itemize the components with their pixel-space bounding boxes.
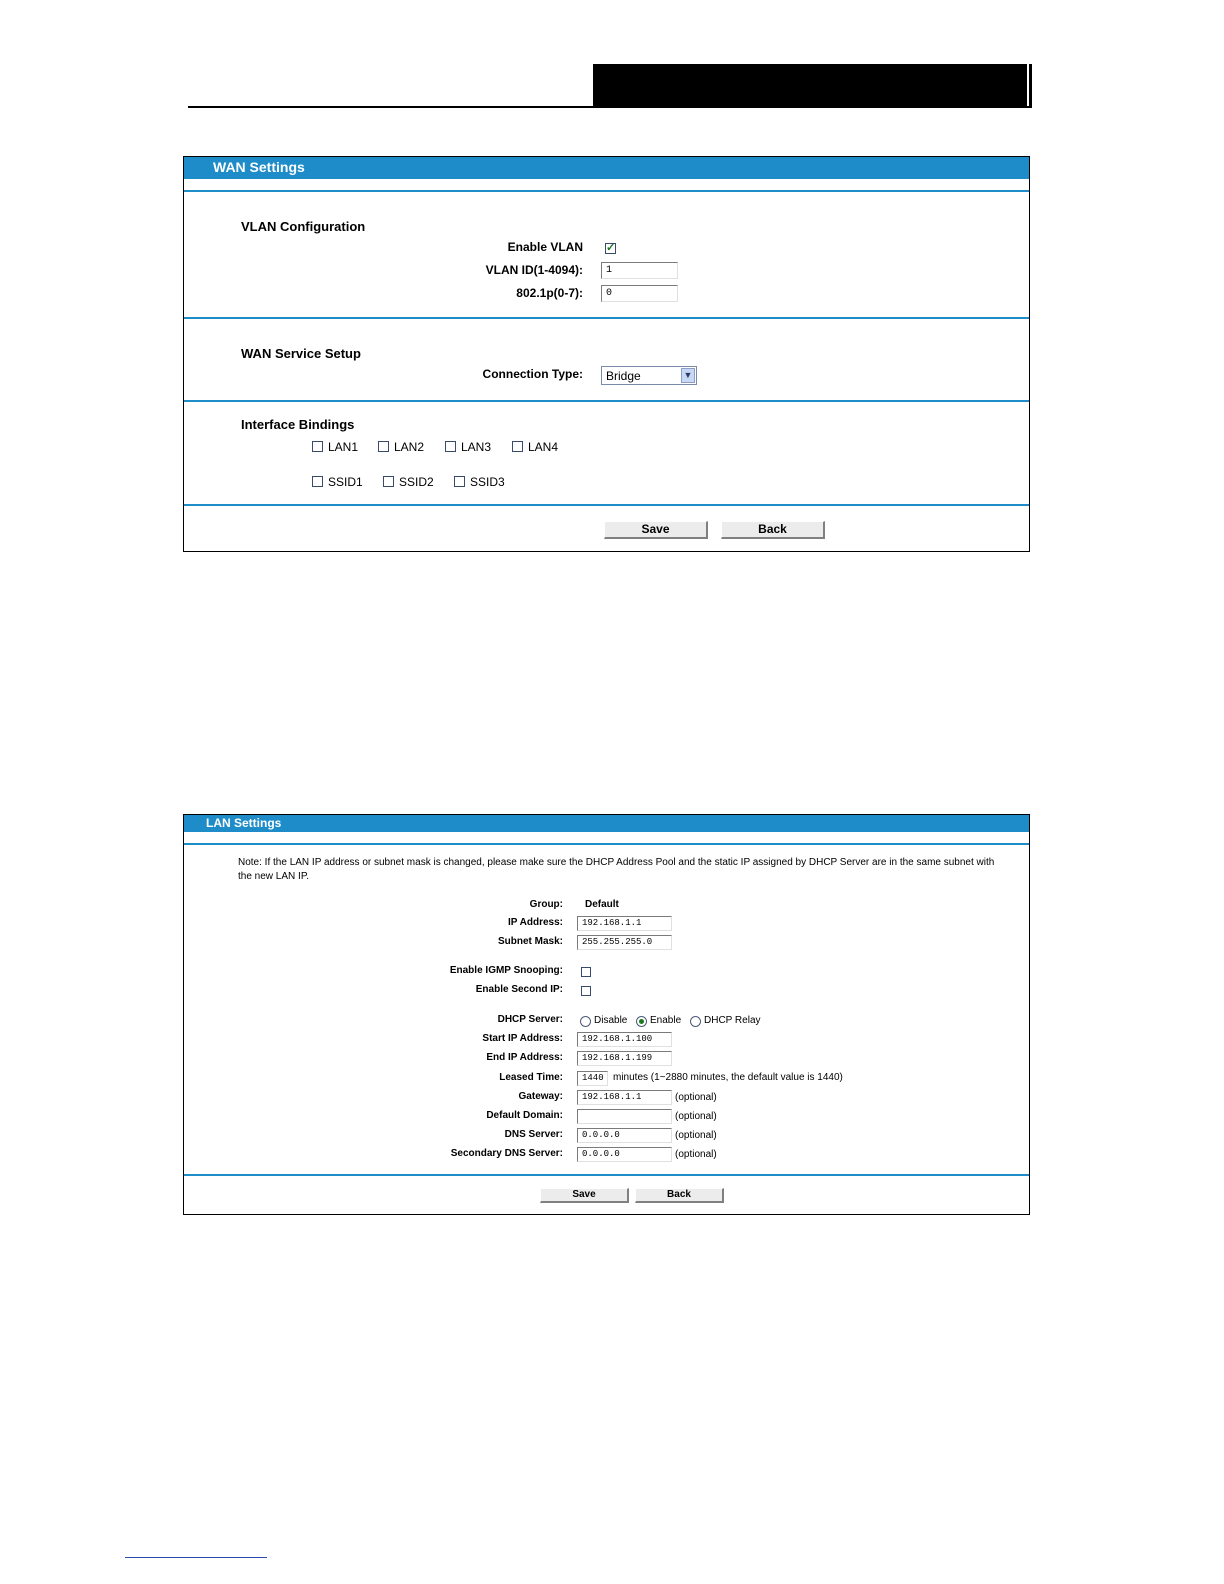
leased-time-input[interactable]: 1440 xyxy=(577,1071,608,1086)
chevron-down-icon[interactable]: ▼ xyxy=(681,368,695,383)
lan-note-line2: the new LAN IP. xyxy=(238,871,309,882)
priority-label: 802.1p(0-7): xyxy=(516,286,583,300)
lan4-checkbox[interactable] xyxy=(512,441,523,452)
lan-title-separator xyxy=(184,843,1029,845)
lan-settings-titlebar xyxy=(184,815,1029,832)
second-ip-label: Enable Second IP: xyxy=(475,984,563,995)
default-domain-label: Default Domain: xyxy=(486,1110,563,1121)
connection-type-value: Bridge xyxy=(606,369,641,383)
wan-settings-panel xyxy=(183,156,1030,552)
ssid3-label: SSID3 xyxy=(470,475,505,489)
ip-address-input[interactable]: 192.168.1.1 xyxy=(577,916,672,931)
vlan-config-heading: VLAN Configuration xyxy=(241,219,366,234)
lan-bottom-separator xyxy=(184,1174,1029,1176)
footer-link-rule xyxy=(125,1557,267,1558)
end-ip-label: End IP Address: xyxy=(486,1052,563,1063)
wan-settings-titlebar xyxy=(184,157,1029,179)
dhcp-server-label: DHCP Server: xyxy=(497,1014,563,1025)
dhcp-enable-label: Enable xyxy=(650,1015,682,1026)
lan2-checkbox[interactable] xyxy=(378,441,389,452)
lan1-label: LAN1 xyxy=(328,440,359,454)
lan-settings-title: LAN Settings xyxy=(206,816,282,830)
subnet-mask-input[interactable]: 255.255.255.0 xyxy=(577,935,672,950)
header-edge-bar xyxy=(1029,64,1032,107)
dhcp-relay-label: DHCP Relay xyxy=(704,1015,761,1026)
dhcp-enable-radio[interactable] xyxy=(636,1016,647,1027)
ip-address-label: IP Address: xyxy=(507,917,563,928)
lan3-label: LAN3 xyxy=(461,440,492,454)
wan-service-separator xyxy=(184,400,1029,402)
ssid1-checkbox[interactable] xyxy=(312,476,323,487)
lan1-checkbox[interactable] xyxy=(312,441,323,452)
secondary-dns-label: Secondary DNS Server: xyxy=(450,1148,563,1159)
enable-vlan-checkbox[interactable] xyxy=(605,243,616,254)
lan4-label: LAN4 xyxy=(528,440,559,454)
wan-title-separator xyxy=(184,190,1029,192)
interface-bindings-heading: Interface Bindings xyxy=(241,417,355,432)
domain-optional-hint: (optional) xyxy=(675,1111,717,1122)
default-domain-input[interactable] xyxy=(577,1109,672,1124)
lan-save-button[interactable]: Save xyxy=(540,1188,629,1203)
igmp-snooping-label: Enable IGMP Snooping: xyxy=(449,965,563,976)
ssid2-label: SSID2 xyxy=(399,475,434,489)
wan-service-heading: WAN Service Setup xyxy=(241,346,361,361)
group-label: Group: xyxy=(529,899,563,910)
leased-time-hint: minutes (1~2880 minutes, the default value is 1440) xyxy=(613,1072,843,1083)
dhcp-disable-radio[interactable] xyxy=(580,1016,591,1027)
subnet-mask-label: Subnet Mask: xyxy=(497,936,563,947)
gateway-input[interactable]: 192.168.1.1 xyxy=(577,1090,672,1105)
dns-server-input[interactable]: 0.0.0.0 xyxy=(577,1128,672,1143)
wan-vlan-separator xyxy=(184,317,1029,319)
lan2-label: LAN2 xyxy=(394,440,425,454)
gateway-label: Gateway: xyxy=(518,1091,563,1102)
vlan-id-input[interactable]: 1 xyxy=(601,262,678,279)
dhcp-relay-radio[interactable] xyxy=(690,1016,701,1027)
ssid3-checkbox[interactable] xyxy=(454,476,465,487)
lan3-checkbox[interactable] xyxy=(445,441,456,452)
start-ip-label: Start IP Address: xyxy=(482,1033,563,1044)
header-rule xyxy=(188,106,1032,108)
lan-note-line1: Note: If the LAN IP address or subnet mask is changed, please make sure the DHCP Address Pool and the static IP assigned by DHCP Server are in the same subnet with xyxy=(238,857,995,868)
wan-save-button[interactable]: Save xyxy=(604,521,708,539)
secondary-dns-input[interactable]: 0.0.0.0 xyxy=(577,1147,672,1162)
wan-settings-title: WAN Settings xyxy=(213,159,305,175)
ssid1-label: SSID1 xyxy=(328,475,363,489)
lan-settings-panel xyxy=(183,814,1030,1215)
dhcp-disable-label: Disable xyxy=(594,1015,628,1026)
vlan-id-label: VLAN ID(1-4094): xyxy=(485,263,583,277)
dns2-optional-hint: (optional) xyxy=(675,1149,717,1160)
leased-time-label: Leased Time: xyxy=(499,1072,563,1083)
gateway-optional-hint: (optional) xyxy=(675,1092,717,1103)
connection-type-label: Connection Type: xyxy=(482,367,583,381)
enable-vlan-label: Enable VLAN xyxy=(507,240,583,254)
wan-back-button[interactable]: Back xyxy=(721,521,825,539)
second-ip-checkbox[interactable] xyxy=(581,986,591,996)
igmp-snooping-checkbox[interactable] xyxy=(581,967,591,977)
lan-back-button[interactable]: Back xyxy=(635,1188,724,1203)
start-ip-input[interactable]: 192.168.1.100 xyxy=(577,1032,672,1047)
wan-bindings-separator xyxy=(184,504,1029,506)
dns-server-label: DNS Server: xyxy=(504,1129,563,1140)
end-ip-input[interactable]: 192.168.1.199 xyxy=(577,1051,672,1066)
dns-optional-hint: (optional) xyxy=(675,1130,717,1141)
priority-input[interactable]: 0 xyxy=(601,285,678,302)
group-value: Default xyxy=(585,899,619,910)
ssid2-checkbox[interactable] xyxy=(383,476,394,487)
connection-type-select[interactable] xyxy=(601,366,697,385)
header-black-bar xyxy=(593,64,1027,107)
